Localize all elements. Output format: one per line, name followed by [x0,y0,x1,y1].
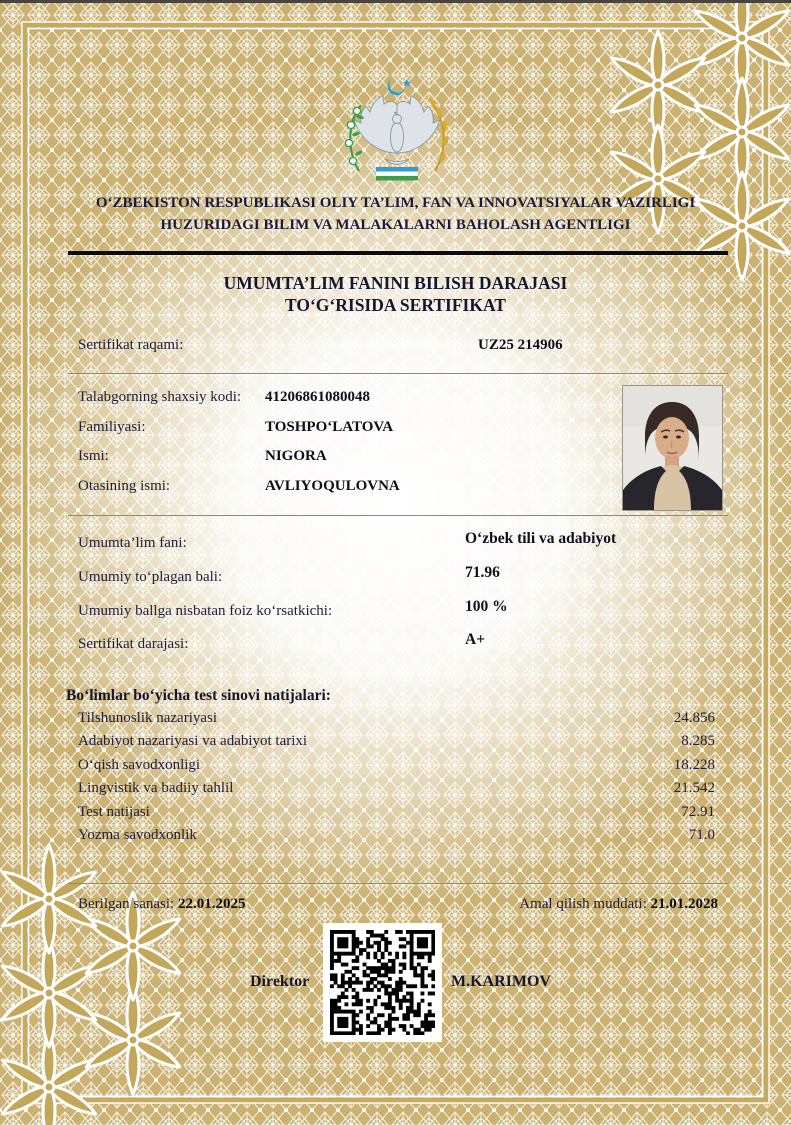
person-value: TOSHPO‘LATOVA [265,418,394,435]
subject-label: Umumiy ballga nisbatan foiz ko‘rsatkichi: [78,602,333,619]
ministry-header [36,192,755,236]
person-row [78,448,618,478]
result-row [78,757,715,780]
result-label: Yozma savodxonlik [78,827,197,844]
subject-row [78,631,698,665]
subject-row [78,564,698,598]
result-label: Adabiyot nazariyasi va adabiyot tarixi [78,733,308,750]
person-section [78,389,618,507]
result-row [78,733,715,756]
subject-label: Umumta’lim fani: [78,535,187,551]
applicant-photo [622,385,723,511]
certificate-number-value: UZ25 214906 [478,337,563,353]
result-label: Lingvistik va badiiy tahlil [78,780,234,797]
subject-value: A+ [465,631,486,649]
person-value: 41206861080048 [265,389,370,405]
divider-3 [68,883,728,884]
ministry-line1: O‘ZBEKISTON RESPUBLIKASI OLIY TA’LIM, FAN VA INNOVATSIYALAR VAZIRLIGI [95,195,696,211]
result-value: 18.228 [673,756,715,773]
subject-row [78,530,698,564]
ministry-line2: HUZURIDAGI BILIM VA MALAKALARNI BAHOLASH AGENTLIGI [160,217,631,233]
director-label: Direktor [250,973,310,990]
person-label: Ismi: [78,448,109,465]
person-label: Talabgorning shaxsiy kodi: [78,389,242,405]
result-row [78,804,715,827]
subject-value: 71.96 [465,563,500,581]
person-row [78,478,618,508]
portrait-image [623,386,722,510]
certificate-title [36,272,755,316]
header-divider [68,251,728,255]
result-row [78,780,715,803]
director-name: M.KARIMOV [451,973,551,990]
result-label: O‘qish savodxonligi [78,756,201,773]
subject-row [78,598,698,632]
result-value: 72.91 [681,803,715,820]
valid-label: Amal qilish muddati: [519,896,647,912]
result-value: 21.542 [673,780,715,797]
qr-code [323,923,442,1042]
certificate-number-row [0,337,791,359]
result-value: 8.285 [681,733,715,750]
result-value: 24.856 [673,710,715,726]
person-row [78,389,618,419]
divider-2 [68,515,728,516]
person-label: Familiyasi: [78,418,146,435]
certificate-number-label: Sertifikat raqami: [78,337,184,353]
result-row [78,710,715,733]
person-value: NIGORA [265,448,327,465]
result-row [78,827,715,850]
person-value: AVLIYOQULOVNA [265,477,400,494]
result-label: Tilshunoslik nazariyasi [78,710,218,726]
valid-date: 21.01.2028 [650,896,718,912]
subject-section [78,530,698,665]
results-heading: Bo‘limlar bo‘yicha test sinovi natijalari: [66,687,331,704]
uzbekistan-emblem-icon [339,75,455,183]
title-line2: TO‘G‘RISIDA SERTIFIKAT [285,295,506,315]
valid-date-pair [519,896,718,913]
issued-date-pair [78,896,245,913]
divider-1 [68,373,728,374]
result-label: Test natijasi [78,803,150,820]
results-section [78,710,715,851]
issued-label: Berilgan sanasi: [78,896,175,912]
title-line1: UMUMTA’LIM FANINI BILISH DARAJASI [223,273,568,293]
person-row [78,419,618,449]
subject-value: 100 % [465,597,508,615]
result-value: 71.0 [688,827,715,844]
subject-label: Umumiy to‘plagan bali: [78,568,223,585]
issued-date: 22.01.2025 [177,896,246,912]
top-edge-line [0,0,791,3]
subject-label: Sertifikat darajasi: [78,636,189,653]
dates-row [78,896,718,913]
subject-value: O‘zbek tili va adabiyot [465,530,617,547]
person-label: Otasining ismi: [78,477,171,494]
